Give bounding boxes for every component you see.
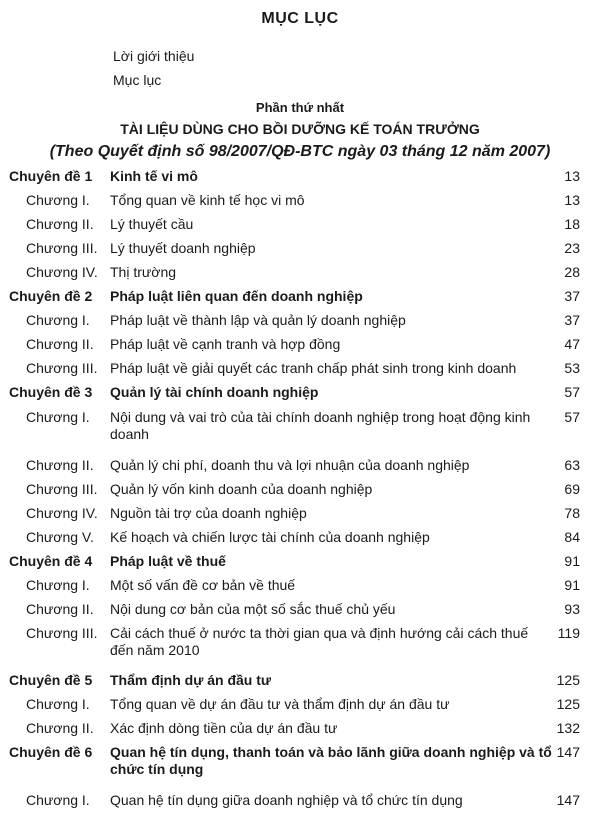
toc-intro-item[interactable]: Lời giới thiệu (113, 48, 195, 64)
toc-chapter-row[interactable] (0, 240, 600, 264)
toc-page-number: 13 (564, 168, 580, 184)
toc-section-row[interactable] (0, 288, 600, 312)
toc-page-number: 37 (564, 312, 580, 328)
toc-page-number: 119 (557, 625, 580, 641)
toc-title: Thị trường (110, 264, 177, 280)
toc-title: Quản lý chi phí, doanh thu và lợi nhuận của doanh nghiệp (110, 457, 470, 473)
toc-page-number: 147 (556, 744, 580, 760)
toc-label: Chương II. (26, 457, 94, 473)
toc-section-row[interactable] (0, 384, 600, 409)
toc-chapter-row[interactable] (0, 792, 600, 816)
part-label: Phần thứ nhất (255, 100, 345, 115)
toc-intro-item[interactable]: Mục lục (113, 72, 162, 88)
toc-page-number: 28 (564, 264, 580, 280)
toc-title: Kinh tế vi mô (110, 168, 198, 184)
toc-label: Chương II. (26, 601, 94, 617)
part-title: TÀI LIỆU DÙNG CHO BỒI DƯỠNG KẾ TOÁN TRƯỞNG (120, 121, 480, 137)
page-title: MỤC LỤC (261, 10, 339, 27)
toc-page-number: 37 (564, 288, 580, 304)
toc-title: Cải cách thuế ở nước ta thời gian qua và định hướng cải cách thuế đến năm 2010 (110, 625, 529, 658)
toc-chapter-row[interactable] (0, 336, 600, 360)
toc-label: Chương II. (26, 216, 94, 232)
toc-page-number: 93 (564, 601, 580, 617)
toc-label: Chương IV. (26, 505, 98, 521)
toc-label: Chuyên đề 4 (9, 553, 93, 569)
toc-chapter-row[interactable] (0, 360, 600, 384)
toc-chapter-row[interactable] (0, 457, 600, 481)
toc-label: Chuyên đề 3 (9, 384, 93, 400)
toc-label: Chương II. (26, 336, 94, 352)
toc-page-number: 78 (564, 505, 580, 521)
toc-chapter-row[interactable] (0, 481, 600, 505)
toc-label: Chương I. (26, 792, 90, 808)
toc-page-number: 23 (564, 240, 580, 256)
toc-title: Kế hoạch và chiến lược tài chính của doanh nghiệp (110, 529, 430, 545)
toc-title: Nội dung và vai trò của tài chính doanh nghiệp trong hoạt động kinh doanh (110, 409, 531, 442)
toc-section-row[interactable] (0, 168, 600, 192)
toc-label: Chương III. (26, 360, 98, 376)
toc-label: Chương I. (26, 312, 90, 328)
toc-title: Một số vấn đề cơ bản về thuế (110, 577, 296, 593)
toc-page-number: 84 (564, 529, 580, 545)
toc-label: Chương I. (26, 577, 90, 593)
toc-chapter-row[interactable] (0, 625, 600, 672)
toc-chapter-row[interactable] (0, 216, 600, 240)
toc-page-number: 91 (564, 577, 580, 593)
toc-title: Pháp luật liên quan đến doanh nghiệp (110, 288, 363, 304)
toc-chapter-row[interactable] (0, 529, 600, 553)
toc-chapter-row[interactable] (0, 601, 600, 625)
toc-title: Pháp luật về thuế (110, 553, 226, 569)
toc-label: Chuyên đề 1 (9, 168, 93, 184)
toc-chapter-row[interactable] (0, 577, 600, 601)
toc-title: Tổng quan về kinh tế học vi mô (110, 192, 305, 208)
toc-title: Quan hệ tín dụng, thanh toán và bảo lãnh giữa doanh nghiệp và tổ chức tín dụng (110, 744, 552, 777)
toc-chapter-row[interactable] (0, 192, 600, 216)
toc-chapter-row[interactable] (0, 505, 600, 529)
toc-label: Chương I. (26, 696, 90, 712)
toc-label: Chuyên đề 6 (9, 744, 93, 760)
toc-chapter-row[interactable] (0, 264, 600, 288)
toc-section-row[interactable] (0, 672, 600, 696)
toc-title: Tổng quan về dự án đầu tư và thẩm định dự án đầu tư (110, 696, 450, 712)
toc-page-number: 147 (556, 792, 580, 808)
toc-label: Chương IV. (26, 264, 98, 280)
toc-chapter-row[interactable] (0, 409, 600, 457)
toc-page-number: 53 (564, 360, 580, 376)
toc-chapter-row[interactable] (0, 720, 600, 744)
toc-label: Chương III. (26, 240, 98, 256)
toc-title: Lý thuyết cầu (110, 216, 194, 232)
toc-title: Lý thuyết doanh nghiệp (110, 240, 256, 256)
toc-chapter-row[interactable] (0, 312, 600, 336)
toc-title: Nội dung cơ bản của một số sắc thuế chủ yếu (110, 601, 396, 617)
toc-label: Chương I. (26, 192, 90, 208)
toc-label: Chuyên đề 2 (9, 288, 93, 304)
part-subtitle: (Theo Quyết định số 98/2007/QĐ-BTC ngày 03 tháng 12 năm 2007) (49, 143, 551, 160)
toc-title: Xác định dòng tiền của dự án đầu tư (110, 720, 338, 736)
toc-page-number: 57 (564, 409, 580, 425)
toc-label: Chương III. (26, 481, 98, 497)
toc-label: Chuyên đề 5 (9, 672, 93, 688)
toc-label: Chương II. (26, 720, 94, 736)
toc-page-number: 13 (564, 192, 580, 208)
toc-page-number: 63 (564, 457, 580, 473)
toc-label: Chương V. (26, 529, 94, 545)
toc-page-number: 132 (556, 720, 580, 736)
toc-page-number: 57 (564, 384, 580, 400)
toc-title: Pháp luật về giải quyết các tranh chấp phát sinh trong kinh doanh (110, 360, 517, 376)
toc-page-number: 125 (556, 696, 580, 712)
toc-label: Chương III. (26, 625, 98, 641)
table-of-contents (0, 168, 600, 816)
toc-page-number: 91 (564, 553, 580, 569)
toc-title: Pháp luật về thành lập và quản lý doanh nghiệp (110, 312, 406, 328)
toc-page-number: 125 (556, 672, 580, 688)
toc-title: Quan hệ tín dụng giữa doanh nghiệp và tổ chức tín dụng (110, 792, 463, 808)
toc-page-number: 18 (564, 216, 580, 232)
toc-title: Pháp luật về cạnh tranh và hợp đồng (110, 336, 341, 352)
toc-section-row[interactable] (0, 553, 600, 577)
toc-label: Chương I. (26, 409, 90, 425)
toc-page-number: 47 (564, 336, 580, 352)
toc-title: Nguồn tài trợ của doanh nghiệp (110, 505, 307, 521)
toc-page-number: 69 (564, 481, 580, 497)
toc-section-row[interactable] (0, 744, 600, 792)
toc-chapter-row[interactable] (0, 696, 600, 720)
toc-title: Thẩm định dự án đầu tư (110, 672, 272, 688)
toc-title: Quản lý vốn kinh doanh của doanh nghiệp (110, 481, 373, 497)
toc-title: Quản lý tài chính doanh nghiệp (110, 384, 319, 400)
